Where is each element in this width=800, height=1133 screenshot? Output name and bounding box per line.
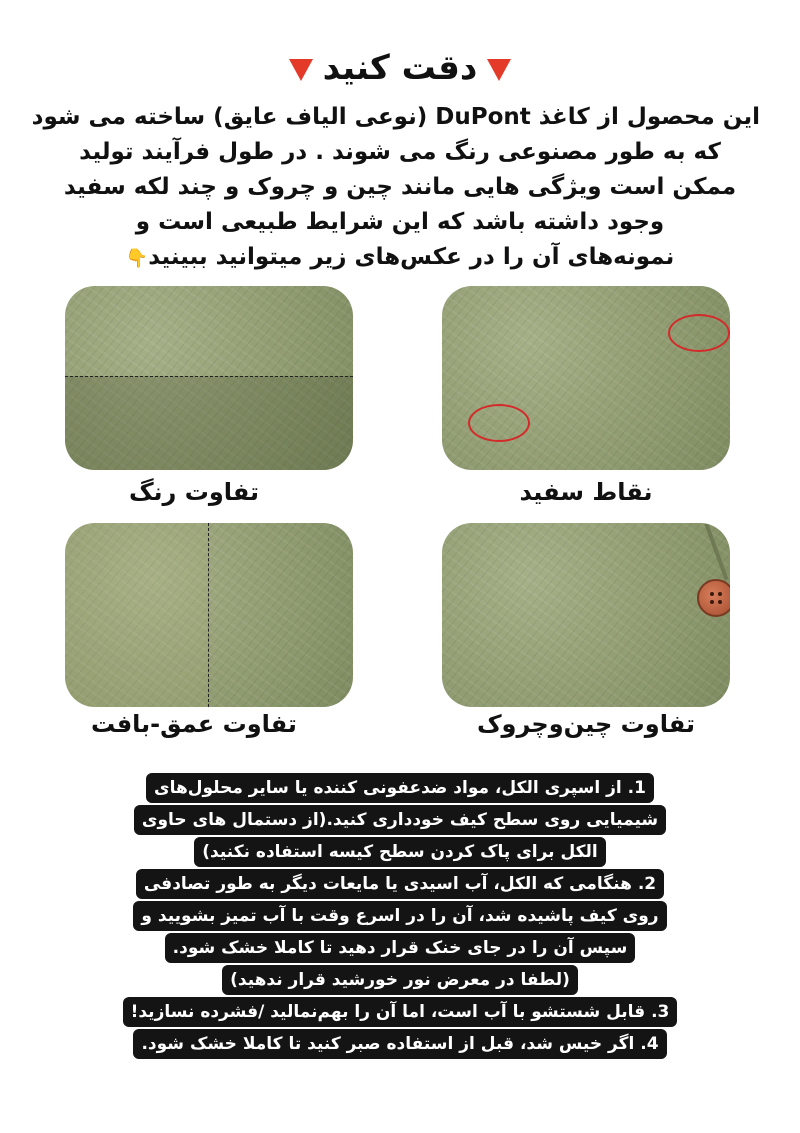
instruction-line: روی کیف پاشیده شد، آن را در اسرع وقت با آب تمیز بشویید و bbox=[133, 901, 666, 931]
intro-paragraph bbox=[31, 100, 760, 276]
lighter-region bbox=[65, 523, 208, 707]
bag-button bbox=[697, 579, 730, 617]
caption-texture-depth-difference: تفاوت عمق-بافت bbox=[91, 710, 297, 738]
highlight-circle bbox=[468, 404, 530, 442]
darker-region bbox=[65, 376, 353, 470]
pointing-hand-icon: 👇 bbox=[125, 248, 149, 269]
dashed-divider bbox=[65, 376, 353, 377]
instruction-line: 2. هنگامی که الکل، آب اسیدی یا مایعات دیگر به طور تصادفی bbox=[136, 869, 664, 899]
intro-line: که به طور مصنوعی رنگ می شوند . در طول فرآیند تولید bbox=[79, 139, 721, 165]
page-title bbox=[0, 48, 800, 88]
photo-white-spots bbox=[442, 286, 730, 470]
red-triangle-icon bbox=[289, 59, 313, 81]
intro-line: ممکن است ویژگی هایی مانند چین و چروک و چند لکه سفید bbox=[63, 174, 737, 200]
instruction-line: 4. اگر خیس شد، قبل از استفاده صبر کنید تا کاملا خشک شود. bbox=[133, 1029, 666, 1059]
dashed-divider bbox=[208, 523, 209, 707]
caption-wrinkle-difference: تفاوت چین‌وچروک bbox=[476, 710, 695, 738]
instruction-line: 1. از اسپری الکل، مواد ضدعفونی کننده یا سایر محلول‌های bbox=[146, 773, 654, 803]
intro-line-wrap bbox=[40, 240, 760, 276]
instruction-line: شیمیایی روی سطح کیف خودداری کنید.(از دستمال های حاوی bbox=[134, 805, 666, 835]
title-text: دقت کنید bbox=[322, 48, 478, 88]
photo-color-difference bbox=[65, 286, 353, 470]
care-instructions bbox=[120, 772, 680, 1060]
strap-cord bbox=[704, 523, 728, 580]
photo-wrinkle-difference bbox=[442, 523, 730, 707]
intro-line: وجود داشته باشد که این شرایط طبیعی است و bbox=[135, 209, 665, 235]
instruction-line: (لطفا در معرض نور خورشید قرار ندهید) bbox=[222, 965, 578, 995]
instruction-line: 3. قابل شستشو با آب است، اما آن را بهم‌نمالید /فشرده نسازید! bbox=[123, 997, 678, 1027]
photo-texture-depth-difference bbox=[65, 523, 353, 707]
red-triangle-icon bbox=[487, 59, 511, 81]
instruction-line: الکل برای پاک کردن سطح کیسه استفاده نکنید) bbox=[194, 837, 606, 867]
highlight-circle bbox=[668, 314, 730, 352]
caption-white-spots: نقاط سفید bbox=[519, 478, 653, 506]
intro-line: نمونه‌های آن را در عکس‌های زیر میتوانید ببینید bbox=[148, 244, 675, 270]
caption-color-difference: تفاوت رنگ bbox=[128, 478, 260, 506]
intro-line: این محصول از کاغذ DuPont (نوعی الیاف عایق) ساخته می شود bbox=[31, 104, 760, 130]
instruction-line: سپس آن را در جای خنک قرار دهید تا کاملا خشک شود. bbox=[165, 933, 636, 963]
